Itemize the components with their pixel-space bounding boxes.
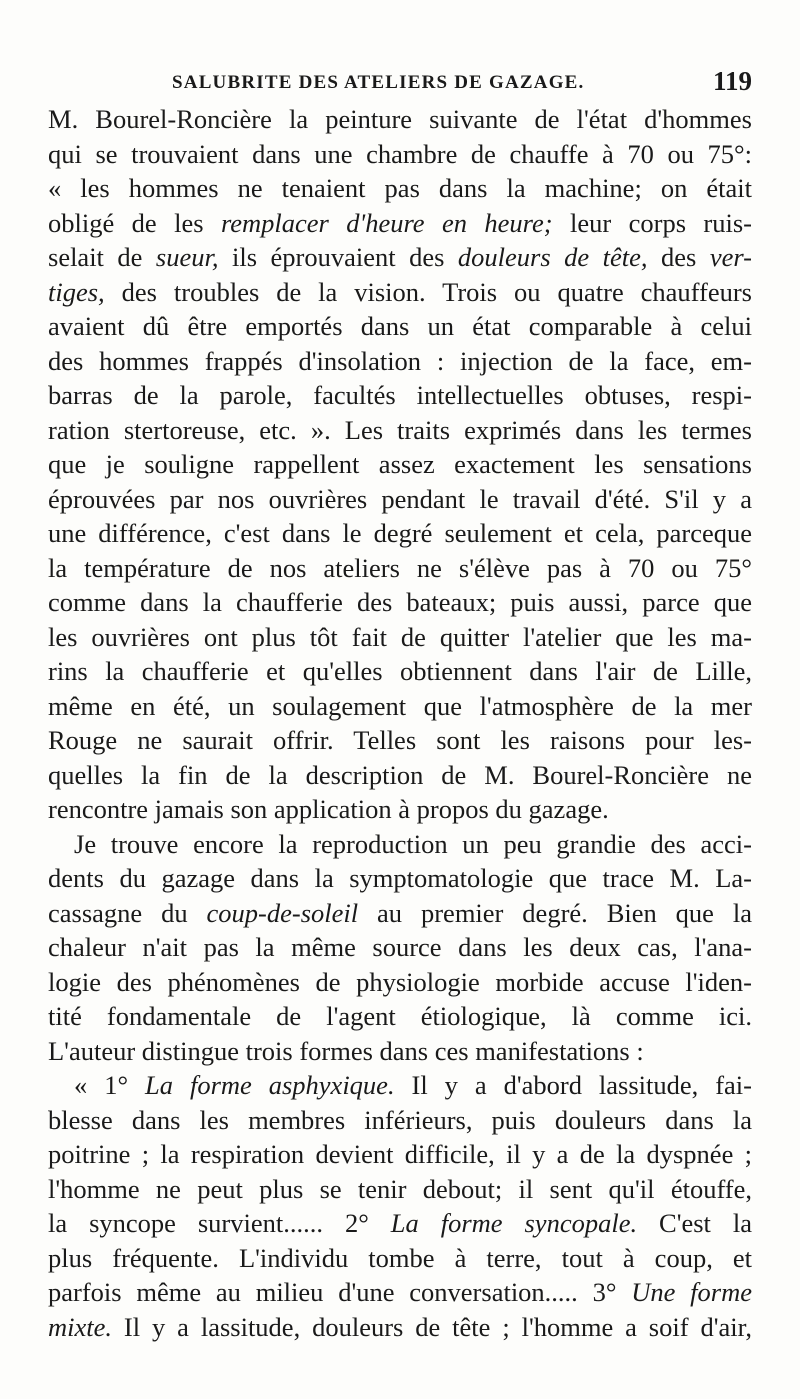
text-segment: parfois même au milieu d'une conversation..... 3° (48, 1277, 632, 1307)
text-segment: une différence, c'est dans le degré seulement et cela, parceque (48, 518, 752, 548)
text-segment: leur corps ruis- (552, 207, 752, 238)
italic-text: La forme syncopale. (390, 1208, 638, 1238)
text-line (48, 1034, 736, 1069)
text-line (48, 206, 752, 241)
text-segment: des hommes frappés d'insolation : injection de la face, em- (48, 345, 752, 376)
text-segment: Je trouve encore la reproduction un peu grandie des acci- (74, 828, 752, 859)
text-line (48, 1310, 752, 1345)
text-segment: avaient dû être emportés dans un état comparable à celui (48, 311, 752, 341)
text-line (48, 482, 752, 517)
text-segment: que je souligne rappellent assez exactement les sensations (48, 449, 752, 479)
text-line (48, 551, 752, 586)
text-segment: cassagne du (48, 897, 207, 928)
text-segment: dents du gazage dans la symptomatologie que trace M. La- (48, 863, 752, 893)
text-line (48, 344, 752, 379)
text-segment: tité fondamentale de l'agent étiologique, là comme ici. (48, 1001, 752, 1031)
text-segment: selait de (48, 242, 156, 272)
text-line (48, 861, 752, 896)
italic-text: La forme asphyxique. (145, 1070, 395, 1100)
text-line (48, 758, 752, 793)
text-line (48, 275, 752, 310)
page-number: 119 (712, 66, 752, 96)
italic-text: tiges, (48, 276, 105, 307)
italic-text: coup-de-soleil (206, 897, 359, 928)
text-line (48, 102, 752, 137)
text-segment: rins la chaufferie et qu'elles obtiennent dans l'air de Lille, (48, 656, 752, 686)
text-segment: obligé de les (48, 207, 221, 238)
text-segment: les ouvrières ont plus tôt fait de quitter l'atelier que les ma- (48, 621, 752, 652)
text-line (48, 792, 752, 827)
text-line (48, 827, 752, 862)
italic-text: sueur, (155, 242, 219, 272)
text-segment: au premier degré. Bien que la (358, 897, 752, 928)
italic-text: mixte. (48, 1311, 113, 1342)
text-segment: éprouvées par nos ouvrières pendant le travail d'été. S'il y a (48, 483, 752, 514)
text-line (48, 1206, 752, 1241)
text-segment: quelles la fin de la description de M. Bourel-Roncière ne (48, 759, 752, 790)
text-segment: l'homme ne peut plus se tenir debout; il sent qu'il étouffe, (48, 1173, 752, 1204)
text-line (48, 1103, 752, 1138)
text-segment: ils éprouvaient des (218, 242, 458, 272)
text-line (48, 1137, 752, 1172)
running-head (48, 66, 752, 102)
text-segment: des troubles de la vision. Trois ou quatre chauffeurs (104, 276, 752, 307)
text-line (48, 1068, 752, 1103)
text-segment: Il y a d'abord lassitude, fai- (394, 1070, 752, 1100)
text-segment: comme dans la chaufferie des bateaux; puis aussi, parce que (48, 587, 752, 617)
text-line (48, 1241, 752, 1276)
italic-text: Une forme (631, 1277, 752, 1307)
text-line (48, 1275, 752, 1310)
text-line (48, 896, 752, 931)
text-segment: la syncope survient...... 2° (48, 1208, 391, 1238)
text-line (48, 585, 752, 620)
text-segment: Il y a lassitude, douleurs de tête ; l'homme a soif d'air, (112, 1311, 752, 1342)
text-line (48, 965, 752, 1000)
text-segment: des (647, 242, 710, 272)
text-segment: Rouge ne saurait offrir. Telles sont les raisons pour les- (48, 725, 752, 755)
text-line (48, 516, 752, 551)
text-line (48, 723, 752, 758)
italic-text: ver- (709, 242, 752, 272)
text-segment: rencontre jamais son application à propos du gazage. (48, 794, 609, 824)
text-line (48, 413, 752, 448)
text-segment: la température de nos ateliers ne s'élève pas à 70 ou 75° (48, 552, 752, 583)
text-segment: logie des phénomènes de physiologie morbide accuse l'iden- (48, 966, 752, 997)
text-segment: L'auteur distingue trois formes dans ces manifestations : (48, 1035, 644, 1066)
text-segment: poitrine ; la respiration devient difficile, il y a de la dyspnée ; (48, 1139, 752, 1169)
text-segment: C'est la (637, 1208, 752, 1238)
text-line (48, 137, 752, 172)
text-line (48, 309, 752, 344)
text-line (48, 171, 752, 206)
text-segment: « 1° (74, 1070, 146, 1100)
text-segment: même en été, un soulagement que l'atmosphère de la mer (48, 690, 752, 721)
text-segment: plus fréquente. L'individu tombe à terre, tout à coup, et (48, 1242, 752, 1273)
text-segment: barras de la parole, facultés intellectuelles obtuses, respi- (48, 380, 752, 410)
text-line (48, 689, 752, 724)
italic-text: remplacer d'heure en heure; (220, 207, 553, 238)
text-segment: qui se trouvaient dans une chambre de chauffe à 70 ou 75°: (48, 138, 752, 169)
text-line (48, 240, 752, 275)
text-segment: ration stertoreuse, etc. ». Les traits exprimés dans les termes (48, 414, 752, 445)
text-line (48, 999, 752, 1034)
running-title: SALUBRITE DES ATELIERS DE GAZAGE. (172, 72, 585, 93)
text-segment: « les hommes ne tenaient pas dans la machine; on était (48, 173, 752, 203)
text-line (48, 447, 752, 482)
body-text (48, 102, 752, 1344)
text-segment: chaleur n'ait pas la même source dans les deux cas, l'ana- (48, 932, 752, 962)
text-line (48, 1172, 752, 1207)
text-segment: M. Bourel-Roncière la peinture suivante de l'état d'hommes (48, 104, 752, 134)
text-line (48, 378, 752, 413)
text-line (48, 654, 752, 689)
italic-text: douleurs de tête, (457, 242, 648, 272)
text-line (48, 930, 752, 965)
text-line (48, 620, 752, 655)
text-segment: blesse dans les membres inférieurs, puis douleurs dans la (48, 1104, 752, 1135)
